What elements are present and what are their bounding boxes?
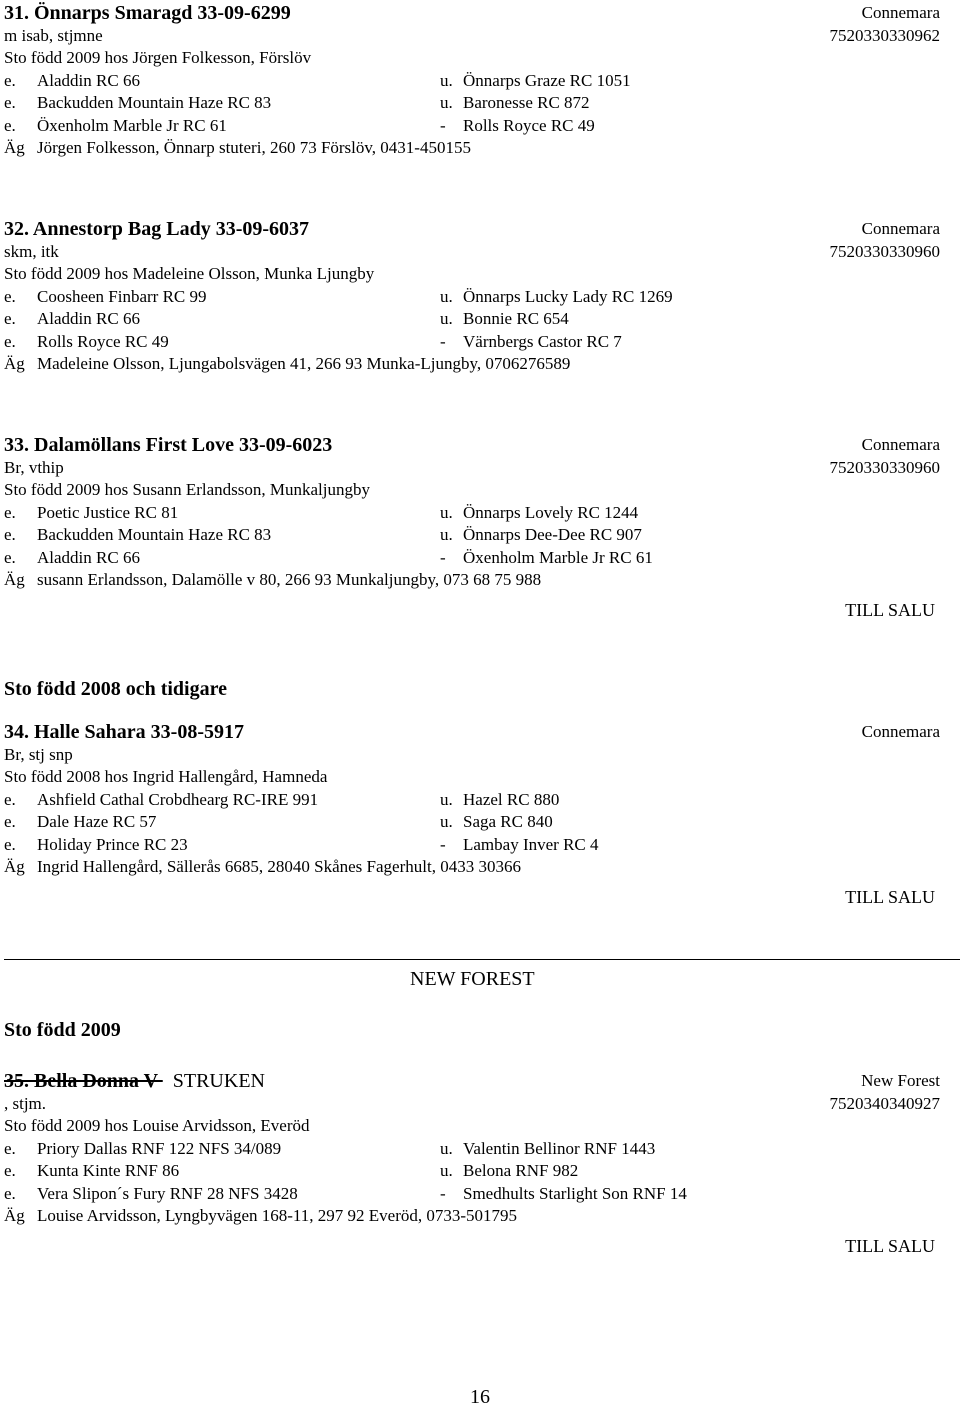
- section-divider: [4, 959, 960, 960]
- breeder-line: Sto född 2009 hos Louise Arvidsson, Everöd: [4, 1116, 310, 1135]
- breeder-line: Sto född 2009 hos Jörgen Folkesson, Förslöv: [4, 48, 312, 67]
- owner-prefix: Äg: [4, 1206, 25, 1225]
- owner-line: Ingrid Hallengård, Sällerås 6685, 28040 Skånes Fagerhult, 0433 30366: [37, 857, 521, 876]
- owner-line: Jörgen Folkesson, Önnarp stuteri, 260 73 Förslöv, 0431-450155: [37, 138, 471, 157]
- sire-name: Aladdin RC 66: [37, 70, 140, 90]
- color-markings: Br, vthip: [4, 457, 64, 477]
- pedigree-row: e. Aladdin RC 66 u. Önnarps Graze RC 1051: [4, 70, 940, 93]
- breed: Connemara: [861, 3, 940, 22]
- pedigree-row: e. Backudden Mountain Haze RC 83 u. Baronesse RC 872: [4, 92, 940, 115]
- entry-31: [4, 2, 940, 160]
- entry-title: 32. Annestorp Bag Lady 33-09-6037: [4, 218, 310, 240]
- pedigree-row: e. Vera Slipon´s Fury RNF 28 NFS 3428 - Smedhults Starlight Son RNF 14: [4, 1183, 940, 1206]
- sire-name: Backudden Mountain Haze RC 83: [37, 525, 272, 544]
- entry-title: 34. Halle Sahara 33-08-5917: [4, 721, 244, 743]
- owner-line: Madeleine Olsson, Ljungabolsvägen 41, 266 93 Munka-Ljungby, 0706276589: [37, 354, 571, 373]
- owner-line: susann Erlandsson, Dalamölle v 80, 266 93 Munkaljungby, 073 68 75 988: [37, 570, 542, 589]
- entry-35: [4, 1070, 940, 1228]
- entry-title-struck: 35. Bella Donna V: [4, 1070, 163, 1092]
- color-markings: Br, stj snp: [4, 744, 73, 764]
- sire-name: Ashfield Cathal Crobdhearg RC-IRE 991: [37, 789, 319, 809]
- sire-name: Coosheen Finbarr RC 99: [37, 286, 207, 306]
- registration-number: 7520340340927: [829, 1093, 940, 1113]
- owner-prefix: Äg: [4, 857, 25, 876]
- page-number: 16: [470, 1386, 490, 1408]
- pedigree-row: e. Poetic Justice RC 81 u. Önnarps Lovely RC 1244: [4, 502, 940, 525]
- sire-name: Backudden Mountain Haze RC 83: [37, 93, 272, 112]
- dam-name: Valentin Bellinor RNF 1443: [463, 1138, 656, 1158]
- entry-title: 33. Dalamöllans First Love 33-09-6023: [4, 434, 333, 456]
- pedigree-row: e. Dale Haze RC 57 u. Saga RC 840: [4, 811, 940, 834]
- sire-name: Holiday Prince RC 23: [37, 834, 188, 854]
- sire-name: Aladdin RC 66: [37, 309, 140, 328]
- sire-name: Kunta Kinte RNF 86: [37, 1161, 180, 1180]
- breeder-line: Sto född 2009 hos Madeleine Olsson, Munka Ljungby: [4, 264, 375, 283]
- dam-name: Värnbergs Castor RC 7: [463, 331, 622, 351]
- sire-name: Öxenholm Marble Jr RC 61: [37, 115, 227, 135]
- dam-name: Lambay Inver RC 4: [463, 834, 599, 854]
- dam-name: Önnarps Lucky Lady RC 1269: [463, 286, 673, 306]
- entry-34: [4, 721, 940, 879]
- sire-name: Vera Slipon´s Fury RNF 28 NFS 3428: [37, 1183, 298, 1203]
- sire-name: Rolls Royce RC 49: [37, 331, 169, 351]
- dam-name: Rolls Royce RC 49: [463, 115, 595, 135]
- pedigree-row: e. Backudden Mountain Haze RC 83 u. Önnarps Dee-Dee RC 907: [4, 524, 940, 547]
- for-sale-label: TILL SALU: [845, 887, 935, 907]
- entry-title: 31. Önnarps Smaragd 33-09-6299: [4, 2, 291, 24]
- dam-name: Önnarps Lovely RC 1244: [463, 502, 639, 522]
- pedigree-row: e. Holiday Prince RC 23 - Lambay Inver RC 4: [4, 834, 940, 857]
- breed: Connemara: [861, 722, 940, 741]
- breeder-line: Sto född 2008 hos Ingrid Hallengård, Hamneda: [4, 767, 328, 786]
- sire-name: Dale Haze RC 57: [37, 812, 157, 831]
- dam-name: Saga RC 840: [463, 812, 553, 831]
- entry-32: [4, 218, 940, 376]
- registration-number: 7520330330960: [829, 457, 940, 477]
- section-heading-older-mares: Sto född 2008 och tidigare: [4, 678, 227, 700]
- pedigree-row: e. Priory Dallas RNF 122 NFS 34/089 u. Valentin Bellinor RNF 1443: [4, 1138, 940, 1161]
- entry-33: [4, 434, 940, 592]
- dam-name: Önnarps Dee-Dee RC 907: [463, 525, 642, 544]
- owner-prefix: Äg: [4, 138, 25, 157]
- owner-prefix: Äg: [4, 570, 25, 589]
- dam-name: Baronesse RC 872: [463, 93, 590, 112]
- pedigree-row: e. Ashfield Cathal Crobdhearg RC-IRE 991 u. Hazel RC 880: [4, 789, 940, 812]
- owner-prefix: Äg: [4, 354, 25, 373]
- sire-name: Aladdin RC 66: [37, 547, 140, 567]
- pedigree-row: e. Kunta Kinte RNF 86 u. Belona RNF 982: [4, 1160, 940, 1183]
- pedigree-row: e. Aladdin RC 66 - Öxenholm Marble Jr RC 61: [4, 547, 940, 570]
- color-markings: , stjm.: [4, 1093, 47, 1113]
- section-heading-mares-2009: Sto född 2009: [4, 1019, 121, 1041]
- dam-name: Bonnie RC 654: [463, 309, 569, 328]
- section-heading-new-forest: NEW FOREST: [410, 968, 535, 990]
- struck-note: STRUKEN: [172, 1070, 265, 1092]
- dam-name: Öxenholm Marble Jr RC 61: [463, 547, 653, 567]
- sire-name: Priory Dallas RNF 122 NFS 34/089: [37, 1138, 282, 1158]
- for-sale-label: TILL SALU: [845, 1236, 935, 1256]
- pedigree-row: e. Coosheen Finbarr RC 99 u. Önnarps Lucky Lady RC 1269: [4, 286, 940, 309]
- registration-number: 7520330330960: [829, 241, 940, 261]
- owner-line: Louise Arvidsson, Lyngbyvägen 168-11, 297 92 Everöd, 0733-501795: [37, 1206, 518, 1225]
- breed: Connemara: [861, 219, 940, 238]
- breed: New Forest: [861, 1071, 940, 1090]
- breeder-line: Sto född 2009 hos Susann Erlandsson, Munkaljungby: [4, 480, 370, 499]
- registration-number: 7520330330962: [829, 25, 940, 45]
- color-markings: skm, itk: [4, 241, 59, 261]
- pedigree-row: e. Aladdin RC 66 u. Bonnie RC 654: [4, 308, 940, 331]
- breed: Connemara: [861, 435, 940, 454]
- dam-name: Hazel RC 880: [463, 789, 560, 809]
- for-sale-label: TILL SALU: [845, 600, 935, 620]
- pedigree-row: e. Öxenholm Marble Jr RC 61 - Rolls Royce RC 49: [4, 115, 940, 138]
- color-markings: m isab, stjmne: [4, 25, 103, 45]
- sire-name: Poetic Justice RC 81: [37, 502, 179, 522]
- dam-name: Belona RNF 982: [463, 1161, 579, 1180]
- dam-name: Smedhults Starlight Son RNF 14: [463, 1183, 687, 1203]
- pedigree-row: e. Rolls Royce RC 49 - Värnbergs Castor RC 7: [4, 331, 940, 354]
- dam-name: Önnarps Graze RC 1051: [463, 70, 631, 90]
